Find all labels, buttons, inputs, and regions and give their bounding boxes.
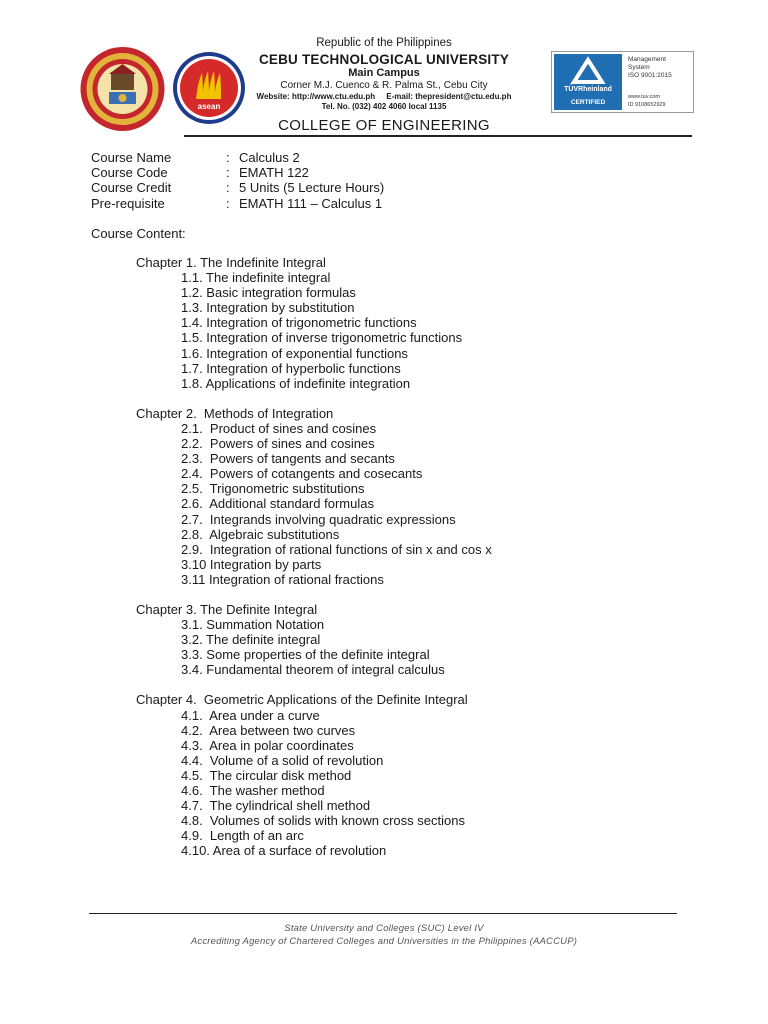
- course-info-row: Course Name : Calculus 2: [91, 150, 300, 165]
- topic-item: 4.8. Volumes of solids with known cross sections: [181, 813, 465, 829]
- course-info-value: EMATH 111 – Calculus 1: [239, 195, 383, 211]
- footer-line: State University and Colleges (SUC) Level IV: [284, 923, 484, 934]
- telephone-line: Tel. No. (032) 402 4060 local 1135: [321, 102, 447, 111]
- tuv-certification-badge: [551, 51, 694, 113]
- topic-item: 4.1. Area under a curve: [181, 707, 320, 723]
- course-info-label: Course Code: [91, 165, 168, 181]
- svg-text:Management: Management: [628, 56, 666, 63]
- topic-item: 3.11 Integration of rational fractions: [181, 571, 384, 587]
- footer-divider: [89, 913, 677, 914]
- course-info-value: 5 Units (5 Lecture Hours): [239, 180, 385, 196]
- topic-item: 1.7. Integration of hyperbolic functions: [181, 360, 401, 376]
- topic-item: 2.9. Integration of rational functions of sin x and cos x: [181, 541, 492, 557]
- university-header: [228, 38, 540, 111]
- svg-text:ISO 9001:2015: ISO 9001:2015: [628, 72, 672, 79]
- topic-item: 2.4. Powers of cotangents and cosecants: [181, 466, 423, 482]
- course-info-value: EMATH 122: [239, 165, 309, 181]
- topic-item: 2.5. Trigonometric substitutions: [181, 481, 365, 497]
- topic-item: 3.2. The definite integral: [181, 632, 321, 648]
- chapter-title: Chapter 1. The Indefinite Integral: [136, 255, 326, 270]
- topic-item: 2.3. Powers of tangents and secants: [181, 451, 395, 467]
- svg-text:TÜVRheinland: TÜVRheinland: [564, 86, 612, 93]
- topic-item: 1.8. Applications of indefinite integration: [181, 375, 411, 391]
- topic-item: 4.6. The washer method: [181, 783, 325, 798]
- topic-item: 3.4. Fundamental theorem of integral calculus: [181, 662, 445, 678]
- topic-item: 4.2. Area between two curves: [181, 722, 356, 738]
- course-info-label: Course Name: [91, 150, 172, 165]
- svg-text:System: System: [628, 64, 650, 71]
- topic-item: 2.2. Powers of sines and cosines: [181, 436, 375, 452]
- topic-item: 1.6. Integration of exponential functions: [181, 345, 408, 361]
- topic-item: 3.10 Integration by parts: [181, 556, 322, 572]
- course-info-label: Course Credit: [91, 180, 172, 196]
- svg-text:ID 9108652929: ID 9108652929: [628, 102, 666, 108]
- chapter-title: Chapter 2. Methods of Integration: [136, 405, 334, 421]
- topic-item: 1.5. Integration of inverse trigonometric functions: [181, 330, 463, 346]
- topic-item: 3.3. Some properties of the definite integral: [181, 647, 430, 663]
- course-info-value: Calculus 2: [239, 150, 300, 165]
- footer-line: Accrediting Agency of Chartered Colleges and Universities in the Philippines (AACCUP): [190, 936, 578, 947]
- svg-text:CERTIFIED: CERTIFIED: [570, 99, 606, 106]
- header-divider: [184, 135, 692, 137]
- chapter-block: [136, 602, 492, 677]
- topic-item: 3.1. Summation Notation: [181, 617, 325, 633]
- chapter-title: Chapter 3. The Definite Integral: [136, 601, 318, 617]
- topic-item: 4.5. The circular disk method: [181, 767, 352, 783]
- campus-name: Main Campus: [348, 67, 420, 79]
- topic-item: 1.4. Integration of trigonometric functions: [181, 315, 417, 331]
- topic-item: 4.3. Area in polar coordinates: [181, 737, 354, 753]
- chapter-title: Chapter 4. Geometric Applications of the Definite Integral: [136, 692, 468, 708]
- topic-item: 4.9. Length of an arc: [181, 828, 304, 844]
- course-info-row: Course Code : EMATH 122: [91, 165, 309, 181]
- topic-item: 1.1. The indefinite integral: [181, 270, 331, 286]
- chapter-list: [136, 255, 492, 873]
- svg-text:asean: asean: [197, 102, 221, 111]
- topic-item: 1.2. Basic integration formulas: [181, 285, 356, 301]
- chapter-block: [136, 255, 492, 391]
- course-info: [91, 150, 384, 211]
- republic-line: Republic of the Philippines: [316, 37, 452, 49]
- college-title: COLLEGE OF ENGINEERING: [278, 117, 490, 134]
- course-info-label: Pre-requisite: [91, 195, 165, 211]
- topic-item: 4.4. Volume of a solid of revolution: [181, 752, 384, 768]
- topic-item: 1.3. Integration by substitution: [181, 300, 355, 316]
- topic-item: 4.10. Area of a surface of revolution: [181, 843, 387, 859]
- course-info-row: Pre-requisite : EMATH 111 – Calculus 1: [91, 195, 383, 211]
- contact-line: Website: http://www.ctu.edu.ph E-mail: thepresident@ctu.edu.ph: [256, 92, 512, 101]
- svg-text:www.tuv.com: www.tuv.com: [628, 94, 660, 100]
- topic-item: 2.1. Product of sines and cosines: [181, 420, 377, 436]
- topic-item: 2.8. Algebraic substitutions: [181, 526, 340, 542]
- chapter-block: [136, 692, 492, 858]
- course-content-heading: Course Content:: [91, 226, 186, 241]
- university-address: Corner M.J. Cuenco & R. Palma St., Cebu City: [280, 80, 488, 91]
- topic-item: 4.7. The cylindrical shell method: [181, 798, 371, 814]
- accreditation-footer: [0, 922, 768, 948]
- topic-item: 2.7. Integrands involving quadratic expressions: [181, 511, 456, 527]
- chapter-block: [136, 406, 492, 587]
- university-name: CEBU TECHNOLOGICAL UNIVERSITY: [258, 51, 510, 67]
- topic-item: 2.6. Additional standard formulas: [181, 496, 374, 512]
- course-info-row: Course Credit : 5 Units (5 Lecture Hours): [91, 180, 385, 196]
